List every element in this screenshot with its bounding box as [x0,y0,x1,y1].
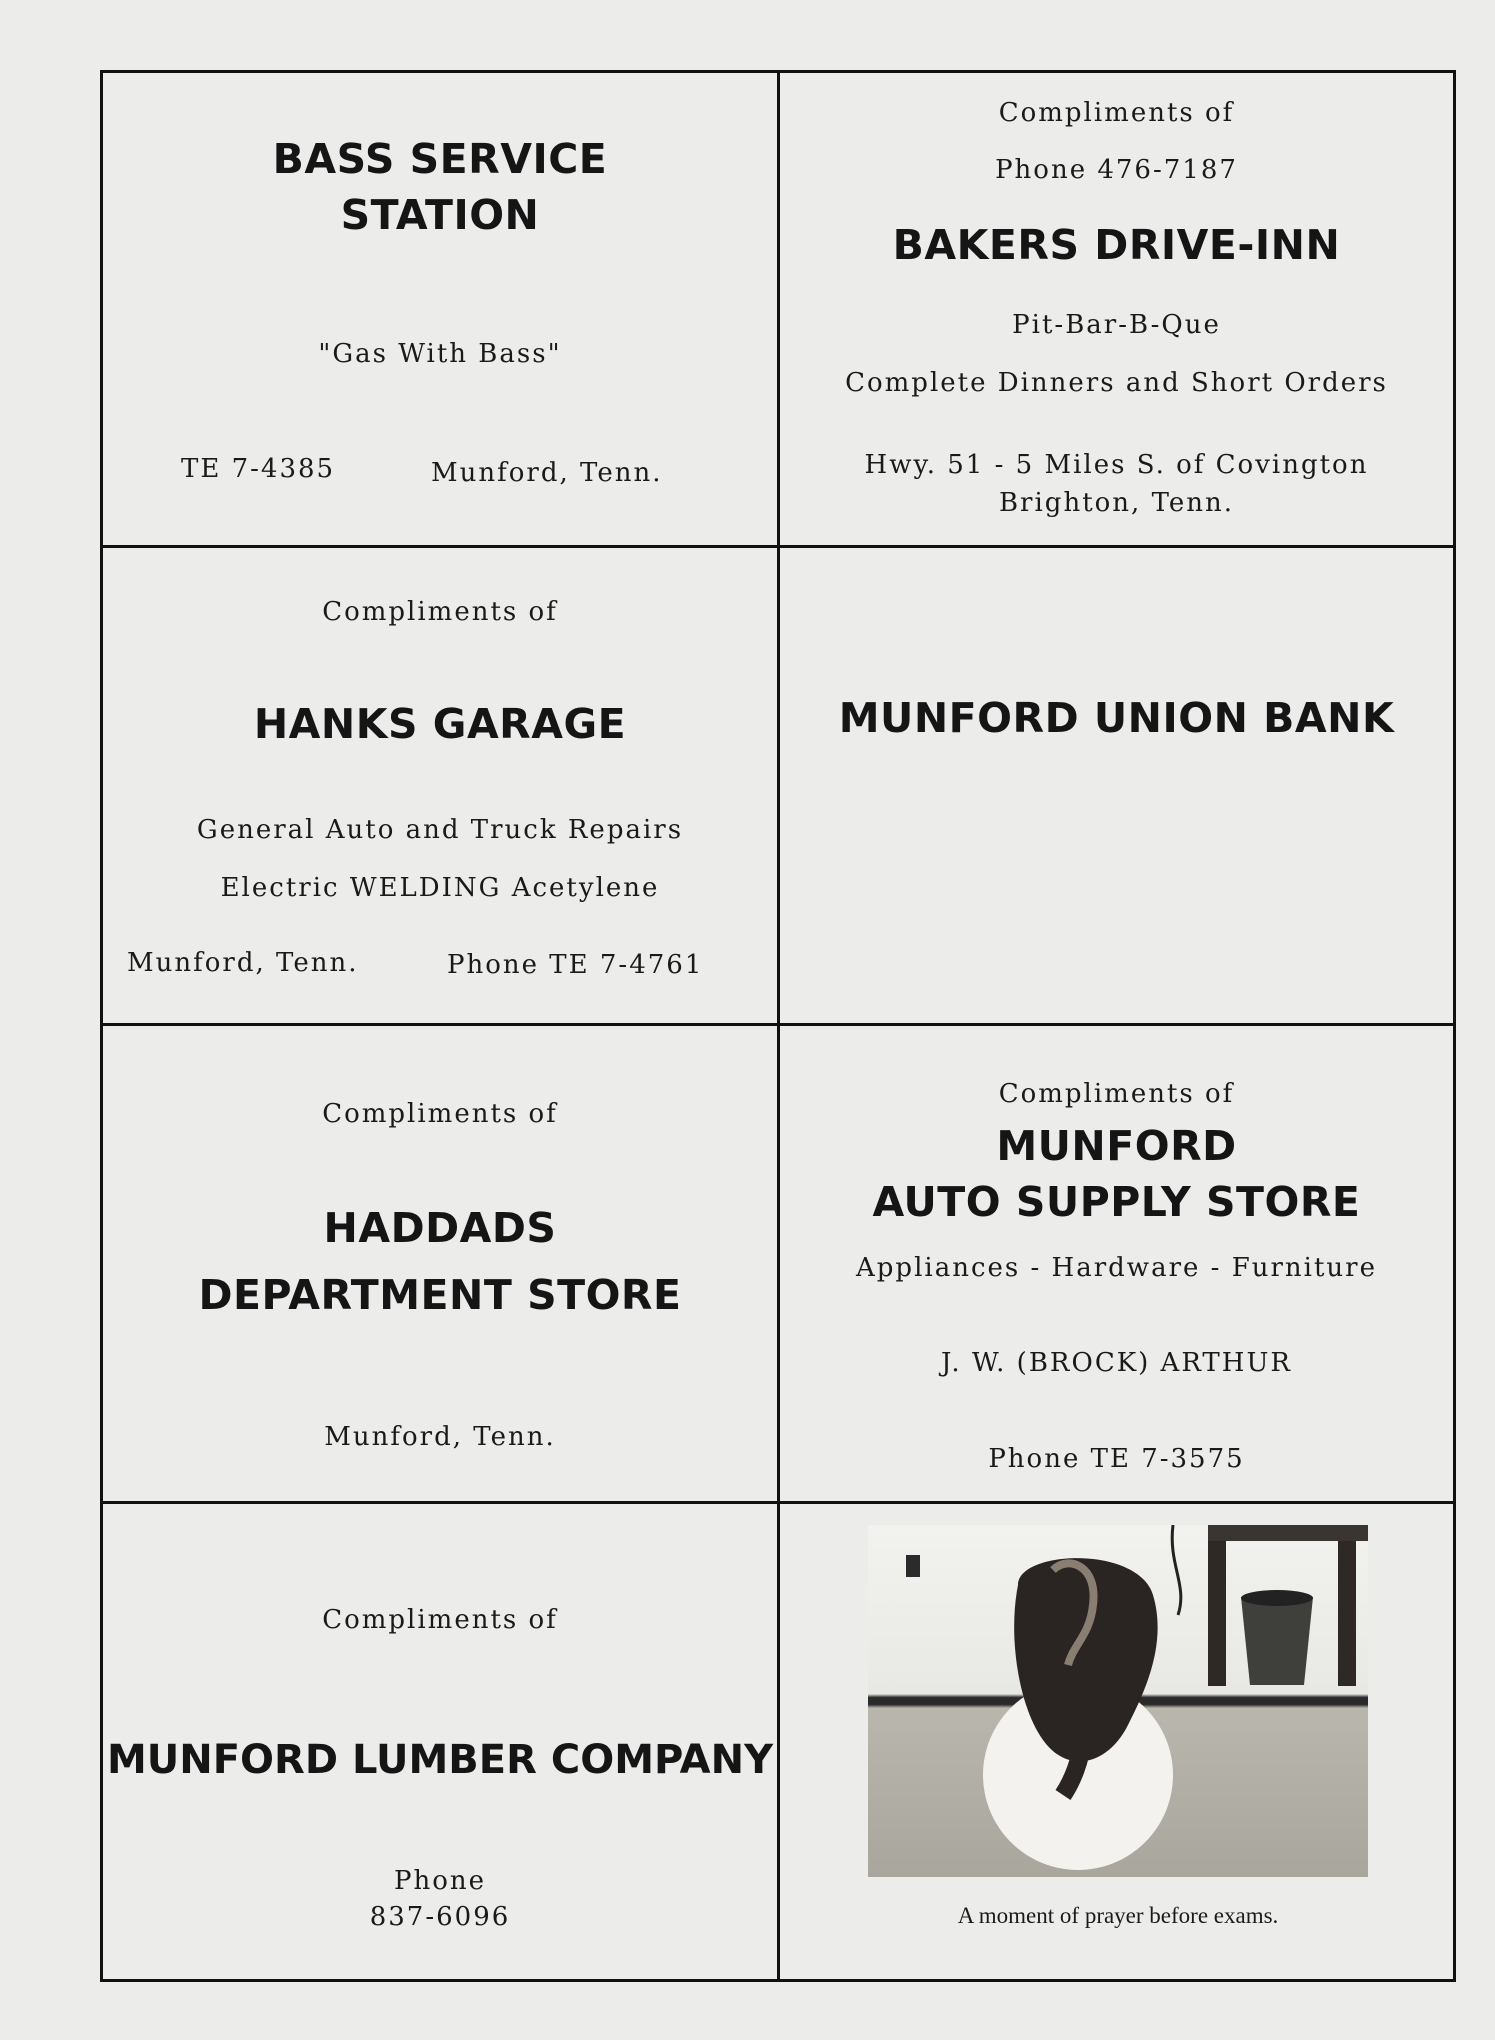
prayer-photo [868,1525,1368,1877]
ad-address-line1: Hwy. 51 - 5 Miles S. of Covington [864,450,1369,480]
ad-bakers-drive-inn [780,73,1453,545]
ad-title: MUNFORD UNION BANK [838,694,1395,742]
ad-title-line1: HADDADS [323,1204,557,1252]
ad-compliments: Compliments of [322,1099,558,1129]
ad-slogan: "Gas With Bass" [318,339,562,369]
ad-title-line2: STATION [340,191,540,239]
ad-haddads-department-store [103,1026,777,1501]
ad-phone: Phone TE 7-4761 [447,950,704,980]
ad-munford-union-bank [780,548,1453,1023]
ad-line-welding: Electric WELDING Acetylene [220,873,660,903]
ad-compliments: Compliments of [322,1605,558,1635]
ad-phone: Phone 476-7187 [995,155,1238,185]
ad-title-line2: AUTO SUPPLY STORE [872,1178,1361,1226]
ad-city: Munford, Tenn. [127,948,359,978]
ad-owner: J. W. (BROCK) ARTHUR [941,1348,1292,1378]
ad-compliments: Compliments of [322,597,558,627]
ad-munford-auto-supply [780,1026,1453,1501]
ad-title-line2: DEPARTMENT STORE [198,1271,682,1319]
ad-phone: Phone TE 7-3575 [988,1444,1245,1474]
photo-caption: A moment of prayer before exams. [957,1903,1279,1928]
prayer-photo-image [868,1525,1368,1877]
ad-title: MUNFORD LUMBER COMPANY [106,1737,774,1783]
ad-city: Munford, Tenn. [431,458,663,488]
ad-line-dinners: Complete Dinners and Short Orders [845,368,1388,398]
ad-hanks-garage [103,548,777,1023]
ad-line-menu: Pit-Bar-B-Que [1012,310,1221,340]
ad-compliments: Compliments of [998,1079,1235,1109]
ad-title: BAKERS DRIVE-INN [892,221,1341,269]
ad-title: HANKS GARAGE [253,700,627,748]
ad-city: Munford, Tenn. [324,1422,556,1452]
ad-phone: 837-6096 [369,1902,511,1932]
ad-line-repairs: General Auto and Truck Repairs [196,815,684,845]
ad-phone-label: Phone [393,1866,487,1896]
ad-address-line2: Brighton, Tenn. [998,488,1235,518]
ad-munford-lumber-company [103,1504,777,1979]
ad-compliments: Compliments of [998,98,1235,128]
ad-phone: TE 7-4385 [181,454,336,484]
ad-bass-service-station [103,73,777,545]
ad-title-line1: MUNFORD [996,1122,1237,1170]
ad-title-line1: BASS SERVICE [272,135,608,183]
ad-line-products: Appliances - Hardware - Furniture [856,1253,1377,1283]
